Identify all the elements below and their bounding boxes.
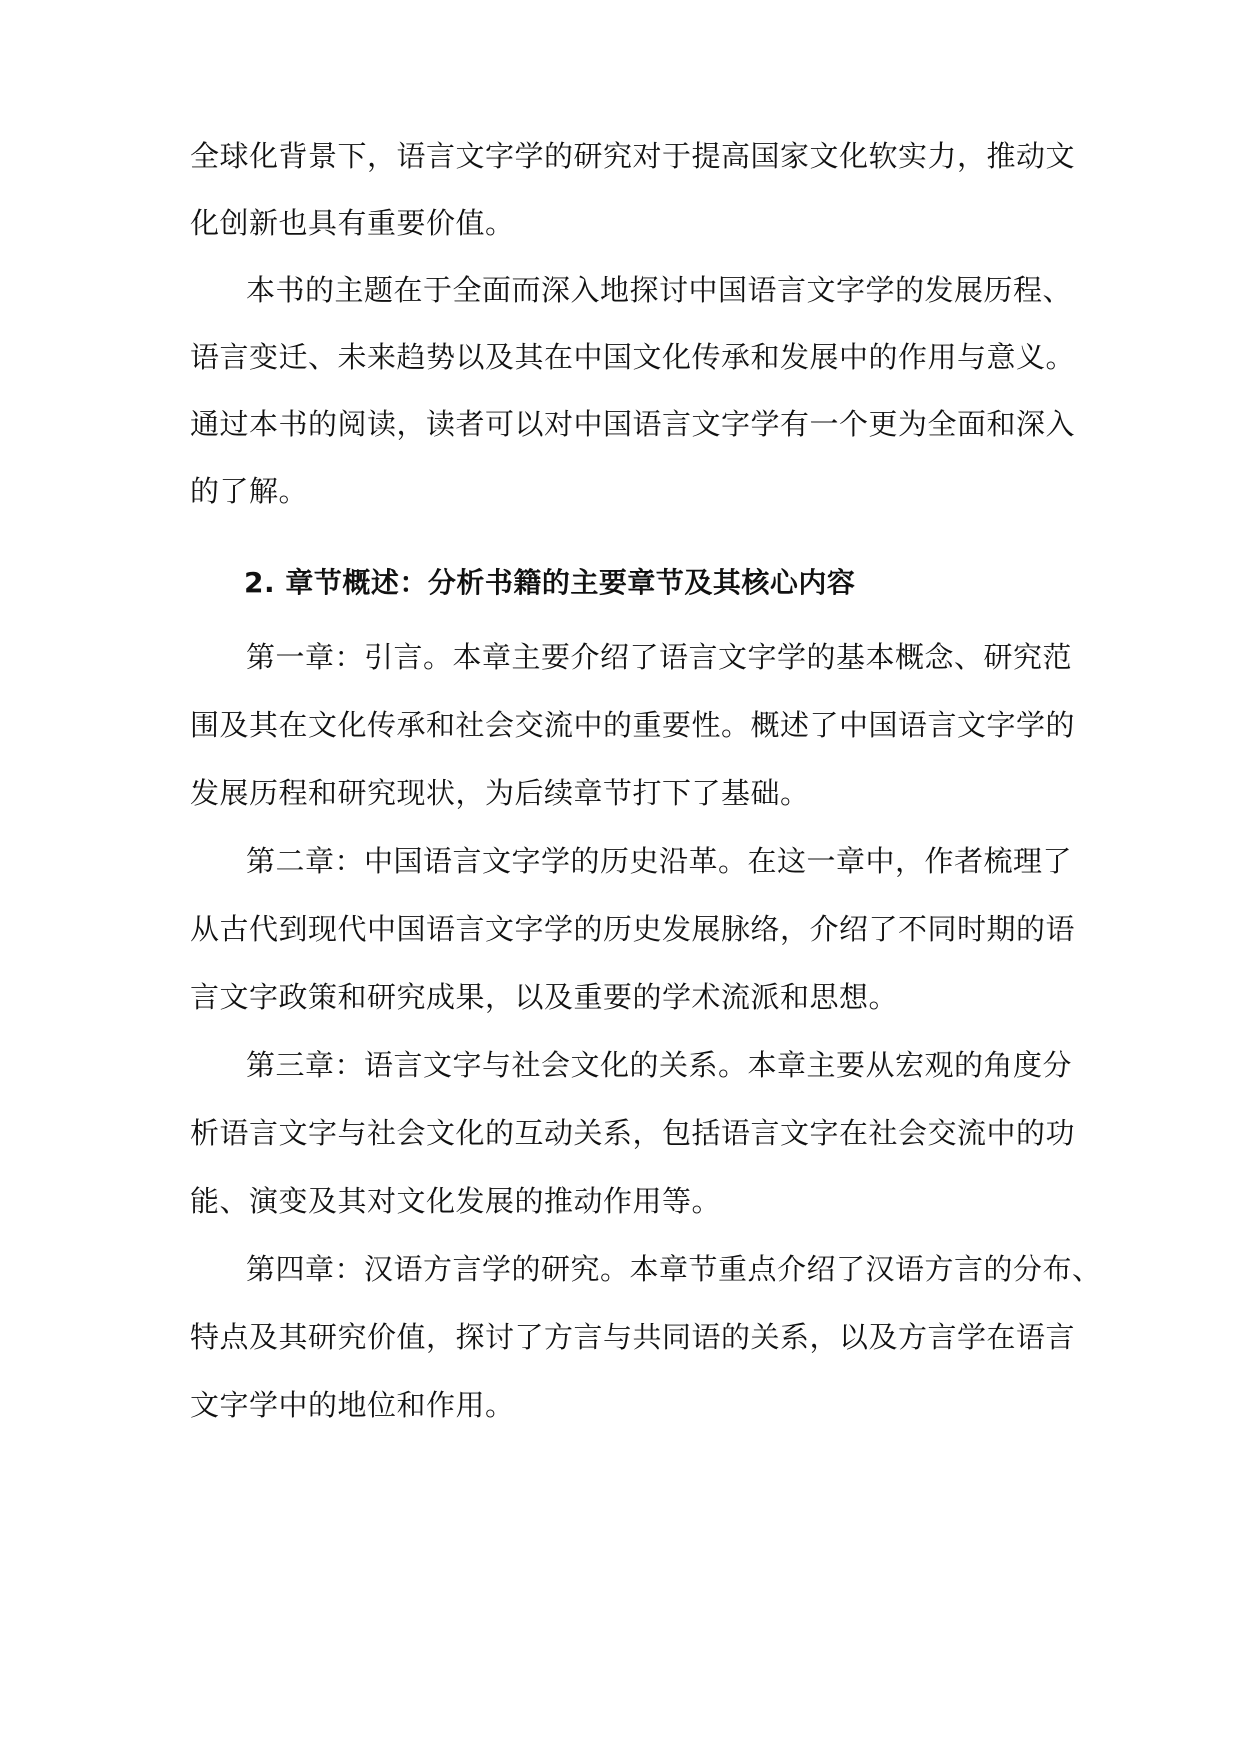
paragraph-line: 第一章：引言。本章主要介绍了语言文字学的基本概念、研究范: [246, 640, 1073, 674]
paragraph-line: 第三章：语言文字与社会文化的关系。本章主要从宏观的角度分: [246, 1048, 1073, 1082]
paragraph-line: 第二章：中国语言文字学的历史沿革。在这一章中，作者梳理了: [246, 844, 1073, 878]
paragraph-line: 围及其在文化传承和社会交流中的重要性。概述了中国语言文字学的: [190, 708, 1076, 742]
paragraph-line: 语言变迁、未来趋势以及其在中国文化传承和发展中的作用与意义。: [190, 340, 1076, 374]
paragraph-line: 的了解。: [190, 474, 309, 508]
section-heading: 2. 章节概述：分析书籍的主要章节及其核心内容: [244, 566, 856, 599]
paragraph-line: 全球化背景下，语言文字学的研究对于提高国家文化软实力，推动文: [190, 139, 1076, 173]
paragraph-line: 析语言文字与社会文化的互动关系，包括语言文字在社会交流中的功: [190, 1116, 1076, 1150]
paragraph-line: 言文字政策和研究成果，以及重要的学术流派和思想。: [190, 980, 899, 1014]
paragraph-line: 通过本书的阅读，读者可以对中国语言文字学有一个更为全面和深入: [190, 407, 1076, 441]
paragraph-line: 文字学中的地位和作用。: [190, 1388, 515, 1422]
paragraph-line: 化创新也具有重要价值。: [190, 206, 515, 240]
paragraph-line: 从古代到现代中国语言文字学的历史发展脉络，介绍了不同时期的语: [190, 912, 1076, 946]
paragraph-line: 第四章：汉语方言学的研究。本章节重点介绍了汉语方言的分布、: [246, 1252, 1102, 1286]
paragraph-line: 特点及其研究价值，探讨了方言与共同语的关系，以及方言学在语言: [190, 1320, 1076, 1354]
paragraph-line: 能、演变及其对文化发展的推动作用等。: [190, 1184, 722, 1218]
paragraph-line: 本书的主题在于全面而深入地探讨中国语言文字学的发展历程、: [246, 273, 1073, 307]
paragraph-line: 发展历程和研究现状，为后续章节打下了基础。: [190, 776, 810, 810]
